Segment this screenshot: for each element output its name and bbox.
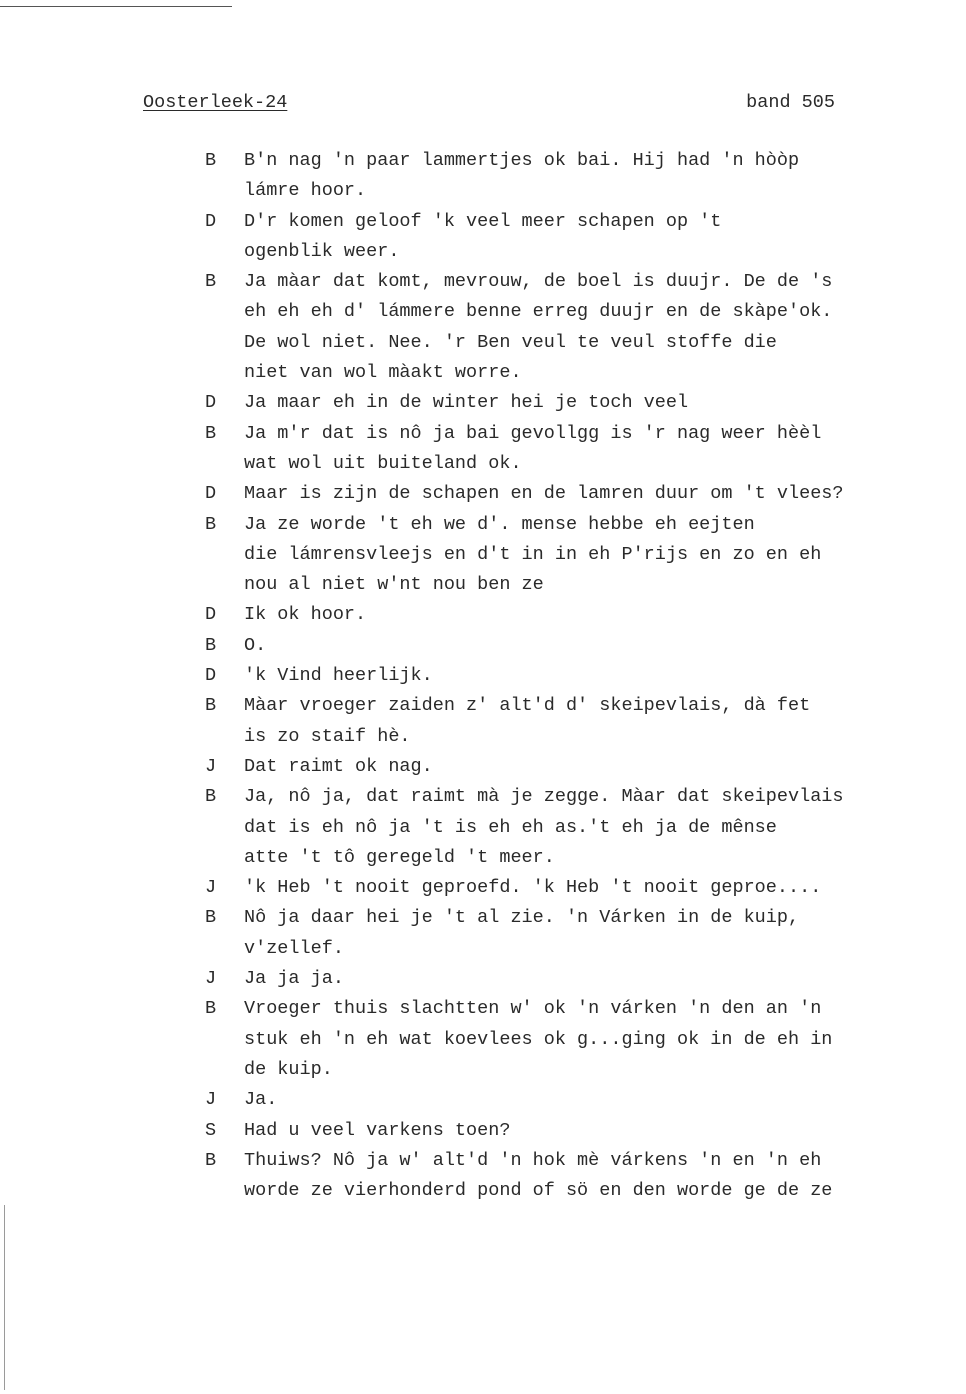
transcript-line	[205, 994, 925, 1085]
utterance	[244, 388, 924, 418]
speaker-label: B	[205, 513, 217, 535]
utterance	[244, 691, 924, 752]
speaker-label: D	[205, 392, 217, 414]
utterance	[244, 207, 924, 268]
speaker-label: D	[205, 665, 217, 687]
transcript-line	[205, 873, 925, 903]
transcript-line	[205, 691, 925, 752]
utterance-line: D'r komen geloof 'k veel meer schapen op 't	[244, 210, 722, 232]
speaker-label: B	[205, 998, 217, 1020]
utterance-line: 'k Heb 't nooit geproefd. 'k Heb 't nooit geproe....	[244, 877, 822, 899]
transcript-line	[205, 1085, 925, 1115]
utterance-line: Ja.	[244, 1089, 278, 1111]
top-edge-rule	[0, 6, 232, 7]
utterance-line: O.	[244, 634, 267, 656]
speaker-label: B	[205, 1149, 217, 1171]
utterance-line: Ja ze worde 't eh we d'. mense hebbe eh eejten	[244, 513, 755, 535]
speaker-label: B	[205, 271, 217, 293]
utterance-line: Nô ja daar hei je 't al zie. 'n Várken in de kuip,	[244, 907, 800, 929]
speaker-label: B	[205, 422, 217, 444]
utterance-line: Ja m'r dat is nô ja bai gevollgg is 'r nag weer hèèl	[244, 422, 822, 444]
speaker-label: B	[205, 150, 217, 171]
utterance	[244, 479, 924, 509]
utterance	[244, 267, 924, 388]
transcript-line	[205, 782, 925, 873]
utterance-line: is zo staif hè.	[244, 725, 411, 747]
transcript-line	[205, 964, 925, 994]
transcript-line	[205, 661, 925, 691]
speaker-label: J	[205, 877, 217, 899]
transcript-line	[205, 510, 925, 601]
utterance-line: ogenblik weer.	[244, 240, 400, 262]
transcript-line	[205, 903, 925, 964]
utterance-line: eh eh eh d' lámmere benne erreg duujr en de skàpe'ok.	[244, 301, 833, 323]
utterance-line: Ja ja ja.	[244, 968, 344, 990]
speaker-label: D	[205, 604, 217, 626]
speaker-label: D	[205, 483, 217, 505]
document-title: Oosterleek-24	[143, 92, 288, 113]
utterance	[244, 146, 924, 207]
transcript-line	[205, 146, 925, 207]
speaker-label: J	[205, 968, 217, 990]
speaker-label: D	[205, 210, 217, 232]
utterance-line: v'zellef.	[244, 937, 344, 959]
speaker-label: B	[205, 634, 217, 656]
speaker-label: B	[205, 786, 217, 808]
utterance-line: Ja, nô ja, dat raimt mà je zegge. Màar dat skeipevlais	[244, 786, 844, 808]
utterance	[244, 964, 924, 994]
transcript-line	[205, 600, 925, 630]
transcript	[205, 146, 925, 1206]
utterance-line: Ja màar dat komt, mevrouw, de boel is duujr. De de 's	[244, 271, 833, 293]
left-margin-rule	[4, 1205, 5, 1390]
utterance-line: Dat raimt ok nag.	[244, 755, 433, 777]
transcript-line	[205, 388, 925, 418]
utterance	[244, 419, 924, 480]
utterance	[244, 782, 924, 873]
utterance-line: de kuip.	[244, 1058, 333, 1080]
utterance-line: Had u veel varkens toen?	[244, 1119, 511, 1141]
utterance	[244, 1146, 924, 1207]
transcript-line	[205, 419, 925, 480]
utterance-line: De wol niet. Nee. 'r Ben veul te veul stoffe die	[244, 331, 777, 353]
speaker-label: B	[205, 695, 217, 717]
speaker-label: S	[205, 1119, 217, 1141]
transcript-line	[205, 1146, 925, 1207]
utterance-line: Màar vroeger zaiden z' alt'd d' skeipevlais, dà fet	[244, 695, 811, 717]
transcript-line	[205, 267, 925, 388]
utterance-line: Ja maar eh in de winter hei je toch veel	[244, 392, 689, 414]
utterance	[244, 600, 924, 630]
utterance-line: lámre hoor.	[244, 180, 367, 202]
transcript-line	[205, 752, 925, 782]
utterance	[244, 510, 924, 601]
transcript-line	[205, 1116, 925, 1146]
utterance-line: 'k Vind heerlijk.	[244, 665, 433, 687]
utterance-line: stuk eh 'n eh wat koevlees ok g...ging ok in de eh in	[244, 1028, 833, 1050]
transcript-line	[205, 207, 925, 268]
utterance	[244, 752, 924, 782]
utterance	[244, 661, 924, 691]
utterance-line: atte 't tô geregeld 't meer.	[244, 846, 555, 868]
speaker-label: J	[205, 1089, 217, 1111]
transcript-line	[205, 479, 925, 509]
utterance-line: die lámrensvleejs en d't in in eh P'rijs en zo en eh	[244, 543, 822, 565]
page-header	[143, 90, 843, 116]
speaker-label: B	[205, 907, 217, 929]
utterance-line: nou al niet w'nt nou ben ze	[244, 574, 544, 596]
utterance-line: B'n nag 'n paar lammertjes ok bai. Hij had 'n hòòp	[244, 150, 800, 171]
utterance	[244, 994, 924, 1085]
utterance-line: worde ze vierhonderd pond of sö en den worde ge de ze	[244, 1180, 833, 1202]
tape-number: band 505	[746, 92, 835, 113]
utterance-line: Ik ok hoor.	[244, 604, 367, 626]
utterance-line: dat is eh nô ja 't is eh eh as.'t eh ja de mênse	[244, 816, 777, 838]
utterance-line: Maar is zijn de schapen en de lamren duur om 't vlees?	[244, 483, 844, 505]
utterance	[244, 903, 924, 964]
utterance	[244, 631, 924, 661]
utterance-line: niet van wol màakt worre.	[244, 362, 522, 384]
utterance	[244, 1085, 924, 1115]
utterance-line: Vroeger thuis slachtten w' ok 'n várken 'n den an 'n	[244, 998, 822, 1020]
transcript-line	[205, 631, 925, 661]
speaker-label: J	[205, 755, 217, 777]
utterance	[244, 1116, 924, 1146]
utterance-line: wat wol uit buiteland ok.	[244, 452, 522, 474]
utterance-line: Thuiws? Nô ja w' alt'd 'n hok mè várkens 'n en 'n eh	[244, 1149, 822, 1171]
utterance	[244, 873, 924, 903]
